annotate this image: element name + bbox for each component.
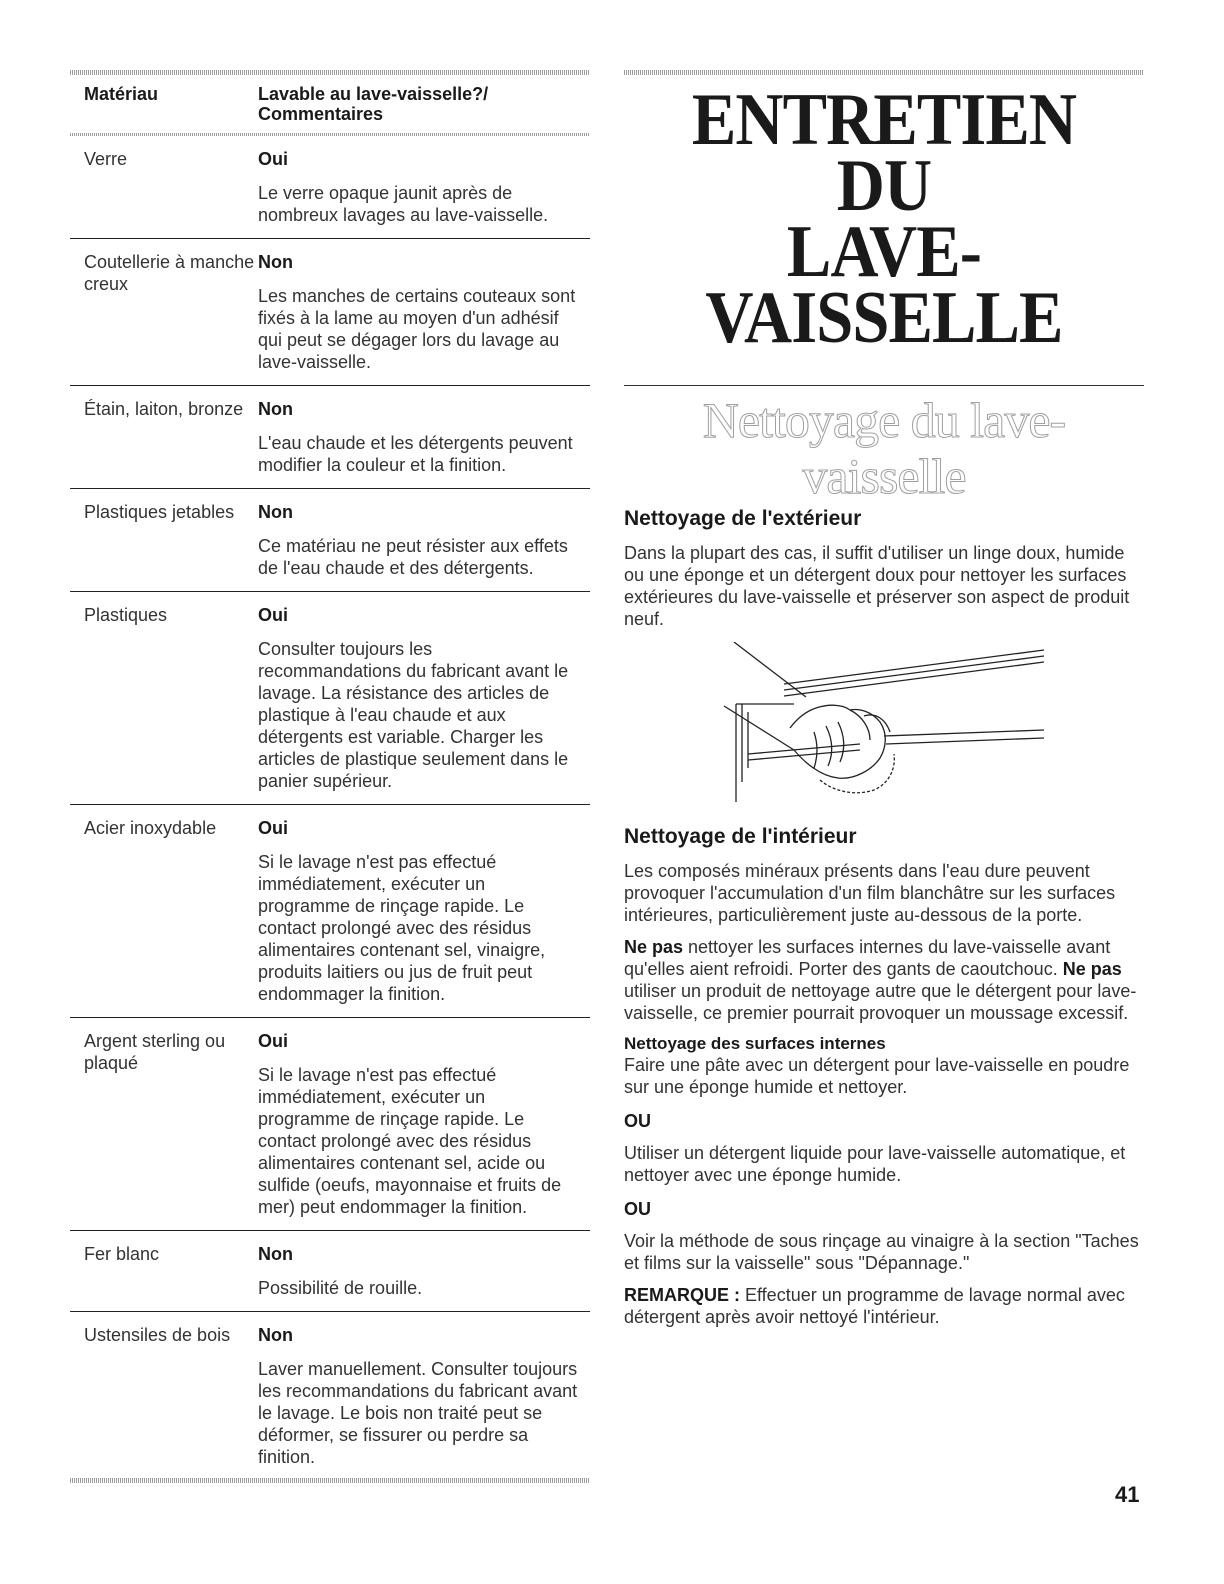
- table-row: [70, 805, 590, 1018]
- row-verdict: Oui: [258, 149, 288, 169]
- row-verdict: Oui: [258, 818, 288, 838]
- exterior-text: Dans la plupart des cas, il suffit d'utiliser un linge doux, humide ou une éponge et un détergent doux pour nettoyer les surfaces extérieures du lave-vaisselle et préserver son aspect de produit neuf.: [624, 543, 1130, 629]
- row-verdict: Non: [258, 502, 293, 522]
- interior-warning: [624, 936, 1144, 1024]
- hand-wiping-door-illustration: [624, 642, 1144, 812]
- material-table: [70, 70, 590, 1483]
- row-verdict: Non: [258, 1325, 293, 1345]
- row-verdict: Non: [258, 252, 293, 272]
- note-text: Effectuer un programme de lavage normal avec détergent après avoir nettoyé l'intérieur.: [624, 1285, 1125, 1327]
- table-row: [70, 386, 590, 489]
- warning-text-2: utiliser un produit de nettoyage autre que le détergent pour lave-vaisselle, ce premier pourrait provoquer un moussage excessif.: [624, 981, 1137, 1023]
- table-row: [70, 489, 590, 592]
- table-row: [70, 239, 590, 386]
- row-comment: Laver manuellement. Consulter toujours les recommandations du fabricant avant le lavage. Le bois non traité peut se déformer, se fissurer ou perdre sa finition.: [258, 1359, 578, 1467]
- exterior-heading: Nettoyage de l'extérieur: [624, 507, 862, 530]
- interior-intro: Les composés minéraux présents dans l'eau dure peuvent provoquer l'accumulation d'un film blanchâtre sur les surfaces intérieures, particulièrement juste au-dessous de la porte.: [624, 861, 1116, 925]
- table-header: [70, 75, 590, 133]
- table-row: [70, 1312, 590, 1478]
- internal-surfaces-heading: Nettoyage des surfaces internes: [624, 1034, 886, 1053]
- row-material: Fer blanc: [84, 1244, 160, 1264]
- row-material: Ustensiles de bois: [84, 1325, 231, 1345]
- row-comment: Ce matériau ne peut résister aux effets de l'eau chaude et des détergents.: [258, 536, 568, 578]
- page-number: 41: [1115, 1482, 1140, 1507]
- note: [624, 1284, 1144, 1328]
- or-separator-2: OU: [624, 1199, 651, 1219]
- method-1: Faire une pâte avec un détergent pour lave-vaisselle en poudre sur une éponge humide et nettoyer.: [624, 1055, 1130, 1097]
- title-top-rule: [624, 70, 1144, 75]
- row-comment: Possibilité de rouille.: [258, 1278, 423, 1298]
- row-comment: Le verre opaque jaunit après de nombreux lavages au lave-vaisselle.: [258, 183, 549, 225]
- page-title-line2: LAVE-VAISSELLE: [705, 211, 1063, 359]
- row-material: Argent sterling ou plaqué: [84, 1031, 226, 1073]
- row-comment: L'eau chaude et les détergents peuvent modifier la couleur et la finition.: [258, 433, 573, 475]
- row-material: Plastiques jetables: [84, 502, 235, 522]
- table-row: [70, 1018, 590, 1231]
- table-row: [70, 136, 590, 239]
- right-column: [624, 70, 1144, 1338]
- row-verdict: Oui: [258, 1031, 288, 1051]
- warning-text-1: nettoyer les surfaces internes du lave-vaisselle avant qu'elles aient refroidi. Porter des gants de caoutchouc.: [624, 937, 1111, 979]
- header-comments: Lavable au lave-vaisselle?/ Commentaires: [258, 84, 489, 124]
- table-bottom-rule: [70, 1478, 590, 1483]
- method-2: Utiliser un détergent liquide pour lave-vaisselle automatique, et nettoyer avec une éponge humide.: [624, 1143, 1126, 1185]
- or-separator-1: OU: [624, 1111, 651, 1131]
- page-title: [650, 79, 1118, 359]
- row-verdict: Non: [258, 1244, 293, 1264]
- table-row: [70, 1231, 590, 1312]
- row-comment: Si le lavage n'est pas effectué immédiatement, exécuter un programme de rinçage rapide. Le contact prolongé avec des résidus alimentaires contenant sel, vinaigre, produits laitiers ou jus de fruit peut endommager la finition.: [258, 852, 546, 1004]
- row-material: Acier inoxydable: [84, 818, 217, 838]
- row-material: Verre: [84, 149, 128, 169]
- warning-bold-2: Ne pas: [1062, 959, 1122, 979]
- warning-bold-1: Ne pas: [624, 937, 684, 957]
- title-divider: [624, 385, 1144, 386]
- row-material: Coutellerie à manche creux: [84, 252, 255, 294]
- row-verdict: Oui: [258, 605, 288, 625]
- header-material: Matériau: [84, 84, 159, 104]
- row-comment: Consulter toujours les recommandations du fabricant avant le lavage. La résistance des articles de plastique à l'eau chaude et aux détergents est variable. Charger les articles de plastique seulement dans le panier supérieur.: [258, 639, 569, 791]
- section-title: Nettoyage du lave-vaisselle: [702, 392, 1066, 504]
- interior-heading: Nettoyage de l'intérieur: [624, 825, 857, 848]
- note-label: REMARQUE :: [624, 1285, 740, 1305]
- row-material: Étain, laiton, bronze: [84, 399, 244, 419]
- row-material: Plastiques: [84, 605, 168, 625]
- table-row: [70, 592, 590, 805]
- page-title-line1: ENTRETIEN DU: [691, 79, 1077, 227]
- method-3: Voir la méthode de sous rinçage au vinaigre à la section "Taches et films sur la vaisselle" sous "Dépannage.": [624, 1231, 1139, 1273]
- row-comment: Si le lavage n'est pas effectué immédiatement, exécuter un programme de rinçage rapide. Le contact prolongé avec des résidus alimentaires contenant sel, acide ou sulfide (oeufs, mayonnaise et fruits de mer) peut endommager la finition.: [258, 1065, 562, 1217]
- row-verdict: Non: [258, 399, 293, 419]
- row-comment: Les manches de certains couteaux sont fixés à la lame au moyen d'un adhésif qui peut se dégager lors du lavage au lave-vaisselle.: [258, 286, 576, 372]
